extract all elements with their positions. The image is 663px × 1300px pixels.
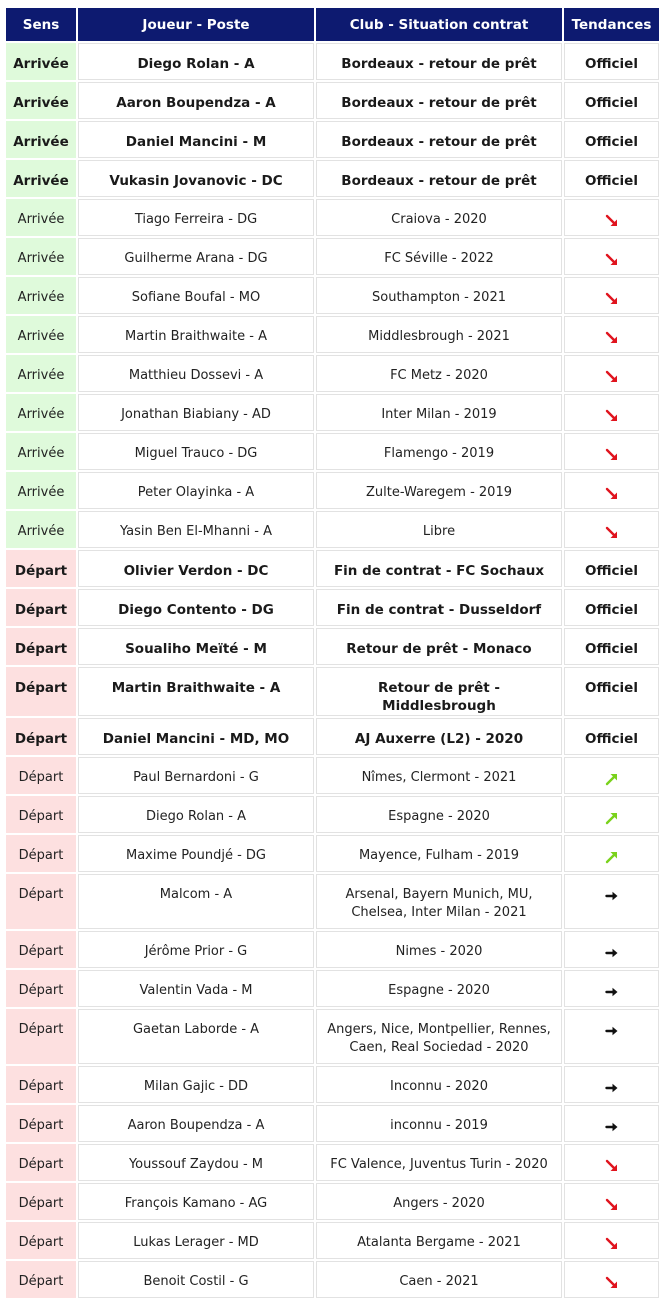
right-arrow-icon — [605, 889, 619, 903]
trend-cell — [564, 757, 659, 794]
sens-cell: Départ — [6, 1222, 76, 1259]
club-cell: Flamengo - 2019 — [316, 433, 562, 470]
sens-cell: Arrivée — [6, 199, 76, 236]
trend-cell — [564, 355, 659, 392]
trend-cell — [564, 835, 659, 872]
player-cell: Guilherme Arana - DG — [78, 238, 314, 275]
table-row — [6, 931, 659, 968]
right-arrow-icon — [605, 1024, 619, 1038]
trend-cell — [564, 1105, 659, 1142]
table-row — [6, 1105, 659, 1142]
trend-cell — [564, 472, 659, 509]
right-arrow-icon — [605, 1081, 619, 1095]
sens-cell: Départ — [6, 589, 76, 626]
down-arrow-icon — [605, 487, 619, 501]
table-row — [6, 199, 659, 236]
player-cell: Diego Contento - DG — [78, 589, 314, 626]
club-cell: Bordeaux - retour de prêt — [316, 82, 562, 119]
sens-cell: Départ — [6, 835, 76, 872]
player-cell: Lukas Lerager - MD — [78, 1222, 314, 1259]
club-cell: AJ Auxerre (L2) - 2020 — [316, 718, 562, 755]
down-arrow-icon — [605, 409, 619, 423]
club-cell: Bordeaux - retour de prêt — [316, 43, 562, 80]
official-label: Officiel — [585, 680, 638, 696]
player-cell: Olivier Verdon - DC — [78, 550, 314, 587]
right-arrow-icon — [605, 946, 619, 960]
header-joueur: Joueur - Poste — [78, 8, 314, 41]
club-cell: Caen - 2021 — [316, 1261, 562, 1298]
sens-cell: Arrivée — [6, 433, 76, 470]
up-arrow-icon — [605, 811, 619, 825]
down-arrow-icon — [605, 331, 619, 345]
player-cell: Martin Braithwaite - A — [78, 667, 314, 716]
down-arrow-icon — [605, 292, 619, 306]
down-arrow-icon — [605, 1237, 619, 1251]
club-cell: Southampton - 2021 — [316, 277, 562, 314]
player-cell: Martin Braithwaite - A — [78, 316, 314, 353]
trend-cell — [564, 1222, 659, 1259]
transfers-table-container — [4, 6, 661, 1300]
club-cell: Espagne - 2020 — [316, 970, 562, 1007]
club-cell: Nimes - 2020 — [316, 931, 562, 968]
sens-cell: Arrivée — [6, 43, 76, 80]
table-body — [6, 43, 659, 1298]
player-cell: Aaron Boupendza - A — [78, 1105, 314, 1142]
up-arrow-icon — [605, 772, 619, 786]
trend-cell — [564, 1144, 659, 1181]
club-cell: Bordeaux - retour de prêt — [316, 121, 562, 158]
club-cell: Mayence, Fulham - 2019 — [316, 835, 562, 872]
sens-cell: Départ — [6, 1066, 76, 1103]
trend-cell — [564, 433, 659, 470]
club-cell: Inconnu - 2020 — [316, 1066, 562, 1103]
sens-cell: Arrivée — [6, 277, 76, 314]
sens-cell: Départ — [6, 874, 76, 929]
club-cell: FC Séville - 2022 — [316, 238, 562, 275]
down-arrow-icon — [605, 370, 619, 384]
table-row — [6, 1183, 659, 1220]
club-cell: Zulte-Waregem - 2019 — [316, 472, 562, 509]
table-row — [6, 874, 659, 929]
official-label: Officiel — [585, 641, 638, 657]
trend-cell — [564, 316, 659, 353]
table-row — [6, 43, 659, 80]
club-cell: Fin de contrat - Dusseldorf — [316, 589, 562, 626]
table-row — [6, 757, 659, 794]
player-cell: Yasin Ben El-Mhanni - A — [78, 511, 314, 548]
sens-cell: Départ — [6, 1105, 76, 1142]
trend-cell — [564, 160, 659, 197]
player-cell: Paul Bernardoni - G — [78, 757, 314, 794]
player-cell: Malcom - A — [78, 874, 314, 929]
down-arrow-icon — [605, 526, 619, 540]
club-cell: Retour de prêt - Middlesbrough — [316, 667, 562, 716]
club-cell: Espagne - 2020 — [316, 796, 562, 833]
table-row — [6, 970, 659, 1007]
player-cell: Gaetan Laborde - A — [78, 1009, 314, 1064]
official-label: Officiel — [585, 95, 638, 111]
table-row — [6, 277, 659, 314]
club-cell: inconnu - 2019 — [316, 1105, 562, 1142]
player-cell: Matthieu Dossevi - A — [78, 355, 314, 392]
trend-cell — [564, 238, 659, 275]
table-row — [6, 796, 659, 833]
right-arrow-icon — [605, 985, 619, 999]
club-cell: Nîmes, Clermont - 2021 — [316, 757, 562, 794]
sens-cell: Arrivée — [6, 355, 76, 392]
player-cell: Soualiho Meïté - M — [78, 628, 314, 665]
club-cell: Bordeaux - retour de prêt — [316, 160, 562, 197]
header-sens: Sens — [6, 8, 76, 41]
player-cell: François Kamano - AG — [78, 1183, 314, 1220]
player-cell: Jérôme Prior - G — [78, 931, 314, 968]
trend-cell — [564, 628, 659, 665]
trend-cell — [564, 796, 659, 833]
table-row — [6, 550, 659, 587]
table-row — [6, 160, 659, 197]
sens-cell: Arrivée — [6, 511, 76, 548]
trend-cell — [564, 874, 659, 929]
trend-cell — [564, 394, 659, 431]
player-cell: Daniel Mancini - M — [78, 121, 314, 158]
club-cell: Retour de prêt - Monaco — [316, 628, 562, 665]
club-cell: Fin de contrat - FC Sochaux — [316, 550, 562, 587]
club-cell: Angers - 2020 — [316, 1183, 562, 1220]
official-label: Officiel — [585, 602, 638, 618]
trend-cell — [564, 43, 659, 80]
sens-cell: Départ — [6, 796, 76, 833]
trend-cell — [564, 589, 659, 626]
official-label: Officiel — [585, 563, 638, 579]
up-arrow-icon — [605, 850, 619, 864]
player-cell: Diego Rolan - A — [78, 43, 314, 80]
club-cell: Middlesbrough - 2021 — [316, 316, 562, 353]
trend-cell — [564, 199, 659, 236]
club-cell: Angers, Nice, Montpellier, Rennes, Caen, Real Sociedad - 2020 — [316, 1009, 562, 1064]
down-arrow-icon — [605, 253, 619, 267]
down-arrow-icon — [605, 1159, 619, 1173]
sens-cell: Départ — [6, 931, 76, 968]
sens-cell: Départ — [6, 667, 76, 716]
sens-cell: Arrivée — [6, 121, 76, 158]
table-row — [6, 511, 659, 548]
table-row — [6, 121, 659, 158]
table-row — [6, 1222, 659, 1259]
header-club: Club - Situation contrat — [316, 8, 562, 41]
table-row — [6, 835, 659, 872]
sens-cell: Départ — [6, 628, 76, 665]
trend-cell — [564, 970, 659, 1007]
club-cell: Craiova - 2020 — [316, 199, 562, 236]
official-label: Officiel — [585, 134, 638, 150]
sens-cell: Départ — [6, 970, 76, 1007]
table-row — [6, 82, 659, 119]
player-cell: Milan Gajic - DD — [78, 1066, 314, 1103]
sens-cell: Départ — [6, 1261, 76, 1298]
sens-cell: Départ — [6, 1144, 76, 1181]
table-row — [6, 667, 659, 716]
player-cell: Sofiane Boufal - MO — [78, 277, 314, 314]
trend-cell — [564, 1009, 659, 1064]
sens-cell: Départ — [6, 1009, 76, 1064]
player-cell: Miguel Trauco - DG — [78, 433, 314, 470]
club-cell: Arsenal, Bayern Munich, MU, Chelsea, Inter Milan - 2021 — [316, 874, 562, 929]
player-cell: Diego Rolan - A — [78, 796, 314, 833]
sens-cell: Arrivée — [6, 160, 76, 197]
down-arrow-icon — [605, 1276, 619, 1290]
sens-cell: Départ — [6, 1183, 76, 1220]
sens-cell: Arrivée — [6, 82, 76, 119]
right-arrow-icon — [605, 1120, 619, 1134]
table-row — [6, 1144, 659, 1181]
header-tendances: Tendances — [564, 8, 659, 41]
official-label: Officiel — [585, 731, 638, 747]
table-row — [6, 316, 659, 353]
sens-cell: Départ — [6, 757, 76, 794]
trend-cell — [564, 550, 659, 587]
official-label: Officiel — [585, 56, 638, 72]
trend-cell — [564, 718, 659, 755]
trend-cell — [564, 121, 659, 158]
player-cell: Peter Olayinka - A — [78, 472, 314, 509]
sens-cell: Arrivée — [6, 238, 76, 275]
player-cell: Jonathan Biabiany - AD — [78, 394, 314, 431]
trend-cell — [564, 667, 659, 716]
trend-cell — [564, 511, 659, 548]
club-cell: Libre — [316, 511, 562, 548]
sens-cell: Arrivée — [6, 472, 76, 509]
club-cell: Atalanta Bergame - 2021 — [316, 1222, 562, 1259]
sens-cell: Arrivée — [6, 394, 76, 431]
trend-cell — [564, 82, 659, 119]
table-row — [6, 433, 659, 470]
table-row — [6, 238, 659, 275]
trend-cell — [564, 1183, 659, 1220]
table-row — [6, 589, 659, 626]
official-label: Officiel — [585, 173, 638, 189]
transfers-table — [4, 6, 661, 1300]
table-row — [6, 628, 659, 665]
player-cell: Benoit Costil - G — [78, 1261, 314, 1298]
table-row — [6, 472, 659, 509]
player-cell: Daniel Mancini - MD, MO — [78, 718, 314, 755]
player-cell: Youssouf Zaydou - M — [78, 1144, 314, 1181]
player-cell: Tiago Ferreira - DG — [78, 199, 314, 236]
down-arrow-icon — [605, 214, 619, 228]
player-cell: Aaron Boupendza - A — [78, 82, 314, 119]
table-row — [6, 718, 659, 755]
down-arrow-icon — [605, 1198, 619, 1212]
table-row — [6, 355, 659, 392]
table-row — [6, 1009, 659, 1064]
trend-cell — [564, 277, 659, 314]
header-row — [6, 8, 659, 41]
table-row — [6, 1066, 659, 1103]
club-cell: FC Metz - 2020 — [316, 355, 562, 392]
trend-cell — [564, 1066, 659, 1103]
player-cell: Maxime Poundjé - DG — [78, 835, 314, 872]
trend-cell — [564, 931, 659, 968]
table-row — [6, 1261, 659, 1298]
player-cell: Vukasin Jovanovic - DC — [78, 160, 314, 197]
table-row — [6, 394, 659, 431]
sens-cell: Départ — [6, 550, 76, 587]
sens-cell: Départ — [6, 718, 76, 755]
down-arrow-icon — [605, 448, 619, 462]
sens-cell: Arrivée — [6, 316, 76, 353]
player-cell: Valentin Vada - M — [78, 970, 314, 1007]
club-cell: FC Valence, Juventus Turin - 2020 — [316, 1144, 562, 1181]
club-cell: Inter Milan - 2019 — [316, 394, 562, 431]
trend-cell — [564, 1261, 659, 1298]
